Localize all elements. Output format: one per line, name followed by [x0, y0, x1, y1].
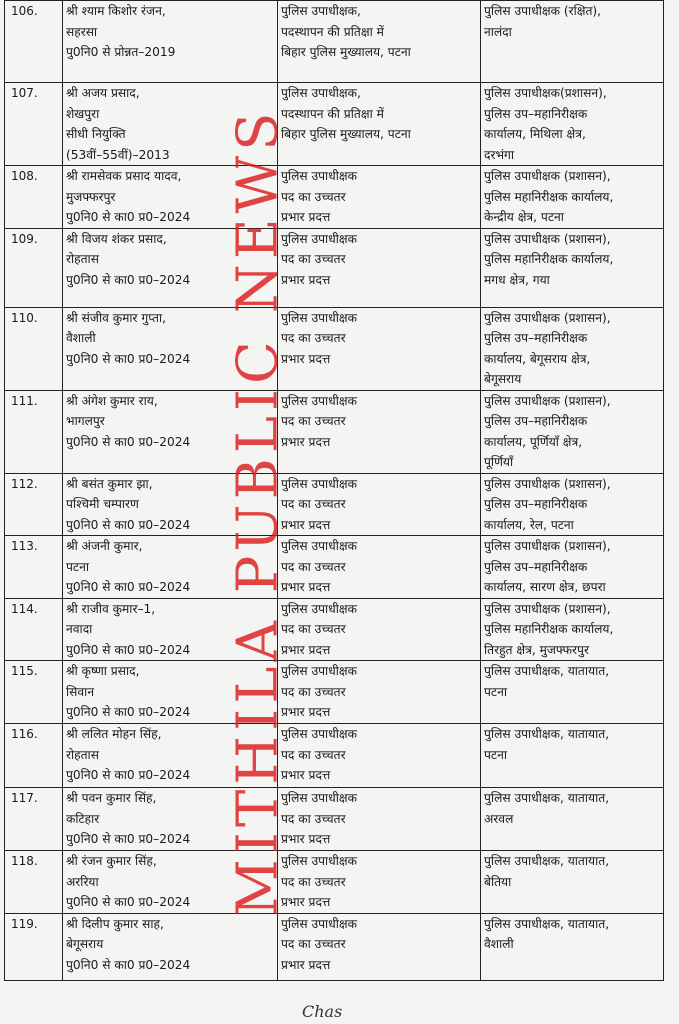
- cell-line: पुलिस उपाधीक्षक,: [281, 86, 361, 100]
- cell-line: प्रभार प्रदत्त: [281, 895, 331, 909]
- cell-line: श्री अजय प्रसाद,: [66, 86, 140, 100]
- cell-line: कार्यालय, पूर्णियाँ क्षेत्र,: [484, 434, 583, 449]
- cell-line: पद का उच्चतर: [281, 559, 346, 574]
- cell-line: सहरसा: [66, 24, 98, 39]
- cell-line: पु0नि0 से का0 प्र0–2024: [66, 517, 191, 532]
- cell-line: बिहार पुलिस मुख्यालय, पटना: [281, 127, 411, 141]
- cell-line: मुजफ्फरपुर: [66, 189, 116, 204]
- officer-name-cell: [63, 598, 278, 661]
- current-post-cell: [278, 661, 481, 724]
- cell-line: कार्यालय, बेगूसराय क्षेत्र,: [484, 351, 591, 366]
- cell-line: पुलिस उपाधीक्षक (रक्षित),: [484, 4, 602, 18]
- cell-line: सिवान: [66, 684, 95, 699]
- serial-number-cell: 114.: [5, 598, 63, 661]
- cell-line: श्री रामसेवक प्रसाद यादव,: [66, 169, 182, 183]
- current-post-cell: [278, 536, 481, 599]
- cell-line: अरवल: [484, 811, 514, 826]
- cell-line: मगध क्षेत्र, गया: [484, 272, 550, 287]
- cell-line: कार्यालय, मिथिला क्षेत्र,: [484, 127, 586, 141]
- cell-line: श्री अंगेश कुमार राय,: [66, 393, 158, 408]
- table-row: [5, 851, 664, 914]
- cell-line: प्रभार प्रदत्त: [281, 517, 331, 532]
- cell-line: पद का उच्चतर: [281, 874, 346, 889]
- cell-line: केन्द्रीय क्षेत्र, पटना: [484, 210, 564, 224]
- table-row: [5, 228, 664, 307]
- cell-line: पुलिस उपाधीक्षक (प्रशासन),: [484, 393, 611, 408]
- new-posting-cell: [481, 83, 664, 166]
- serial-number-cell: 113.: [5, 536, 63, 599]
- new-posting-cell: [481, 536, 664, 599]
- cell-line: बिहार पुलिस मुख्यालय, पटना: [281, 45, 411, 59]
- cell-line: अररिया: [66, 874, 99, 889]
- current-post-cell: [278, 166, 481, 229]
- table-row: [5, 390, 664, 473]
- table-row: [5, 473, 664, 536]
- cell-line: पु0नि0 से का0 प्र0–2024: [66, 351, 191, 366]
- serial-number-cell: 115.: [5, 661, 63, 724]
- serial-number-cell: 112.: [5, 473, 63, 536]
- cell-line: वैशाली: [66, 331, 96, 345]
- cell-line: पुलिस उप–महानिरीक्षक: [484, 106, 588, 121]
- cell-line: पुलिस उपाधीक्षक (प्रशासन),: [484, 476, 611, 491]
- table-row: [5, 307, 664, 390]
- new-posting-cell: [481, 851, 664, 914]
- cell-line: श्री राजीव कुमार–1,: [66, 601, 156, 616]
- cell-line: पु0नि0 से का0 प्र0–2024: [66, 210, 191, 224]
- cell-line: बेगूसराय: [66, 937, 104, 951]
- cell-line: श्री पवन कुमार सिंह,: [66, 791, 157, 805]
- cell-line: प्रभार प्रदत्त: [281, 642, 331, 657]
- current-post-cell: [278, 390, 481, 473]
- cell-line: पु0नि0 से का0 प्र0–2024: [66, 434, 191, 449]
- table-row: [5, 788, 664, 851]
- cell-line: पु0नि0 से का0 प्र0–2024: [66, 272, 191, 287]
- cell-line: पुलिस महानिरीक्षक कार्यालय,: [484, 622, 614, 636]
- serial-number-cell: 106.: [5, 1, 63, 83]
- officer-name-cell: [63, 83, 278, 166]
- cell-line: पद का उच्चतर: [281, 414, 346, 428]
- cell-line: श्री कृष्णा प्रसाद,: [66, 664, 140, 678]
- new-posting-cell: [481, 724, 664, 788]
- cell-line: पुलिस उप–महानिरीक्षक: [484, 331, 588, 345]
- new-posting-cell: [481, 598, 664, 661]
- cell-line: पु0नि0 से का0 प्र0–2024: [66, 832, 191, 846]
- cell-line: पु0नि0 से का0 प्र0–2024: [66, 768, 191, 782]
- cell-line: पुलिस उपाधीक्षक (प्रशासन),: [484, 601, 611, 616]
- cell-line: पुलिस उपाधीक्षक: [281, 310, 357, 325]
- cell-line: रोहतास: [66, 252, 99, 266]
- cell-line: प्रभार प्रदत्त: [281, 832, 331, 846]
- cell-line: पु0नि0 से का0 प्र0–2024: [66, 642, 191, 657]
- cell-line: पुलिस उपाधीक्षक: [281, 854, 357, 868]
- cell-line: प्रभार प्रदत्त: [281, 210, 331, 224]
- cell-line: पुलिस उप–महानिरीक्षक: [484, 414, 588, 428]
- cell-line: पुलिस उपाधीक्षक: [281, 601, 357, 616]
- officer-name-cell: [63, 473, 278, 536]
- cell-line: पुलिस उपाधीक्षक (प्रशासन),: [484, 539, 611, 553]
- cell-line: रोहतास: [66, 747, 99, 762]
- cell-line: पु0नि0 से का0 प्र0–2024: [66, 705, 191, 719]
- cell-line: पुलिस उप–महानिरीक्षक: [484, 497, 588, 511]
- cell-line: कार्यालय, रेल, पटना: [484, 517, 574, 532]
- current-post-cell: [278, 913, 481, 980]
- cell-line: पद का उच्चतर: [281, 497, 346, 511]
- cell-line: पटना: [66, 559, 89, 574]
- officer-name-cell: [63, 307, 278, 390]
- cell-line: पु0नि0 से का0 प्र0–2024: [66, 580, 191, 594]
- cell-line: तिरहुत क्षेत्र, मुजफ्फरपुर: [484, 642, 589, 657]
- cell-line: पद का उच्चतर: [281, 252, 346, 266]
- cell-line: पुलिस महानिरीक्षक कार्यालय,: [484, 189, 614, 204]
- cell-line: श्री बसंत कुमार झा,: [66, 476, 153, 491]
- table-row: [5, 166, 664, 229]
- table-row: [5, 1, 664, 83]
- current-post-cell: [278, 307, 481, 390]
- cell-line: पु0नि0 से का0 प्र0–2024: [66, 957, 191, 972]
- officer-name-cell: [63, 913, 278, 980]
- serial-number-cell: 119.: [5, 913, 63, 980]
- cell-line: कटिहार: [66, 811, 100, 826]
- new-posting-cell: [481, 390, 664, 473]
- cell-line: पटना: [484, 684, 507, 699]
- serial-number-cell: 116.: [5, 724, 63, 788]
- cell-line: प्रभार प्रदत्त: [281, 272, 331, 287]
- cell-line: पुलिस उपाधीक्षक: [281, 916, 357, 931]
- cell-line: दरभंगा: [484, 147, 515, 162]
- new-posting-cell: [481, 473, 664, 536]
- table-row: [5, 83, 664, 166]
- current-post-cell: [278, 83, 481, 166]
- cell-line: प्रभार प्रदत्त: [281, 705, 331, 719]
- cell-line: पुलिस उपाधीक्षक: [281, 539, 357, 553]
- cell-line: कार्यालय, सारण क्षेत्र, छपरा: [484, 580, 606, 594]
- officer-name-cell: [63, 788, 278, 851]
- cell-line: पुलिस उपाधीक्षक, यातायात,: [484, 791, 610, 805]
- cell-line: पुलिस उपाधीक्षक: [281, 791, 357, 805]
- cell-line: श्री ललित मोहन सिंह,: [66, 727, 162, 741]
- cell-line: पद का उच्चतर: [281, 622, 346, 636]
- table-row: [5, 913, 664, 980]
- cell-line: पु0नि0 से का0 प्र0–2024: [66, 895, 191, 909]
- cell-line: श्री अंजनी कुमार,: [66, 539, 143, 553]
- cell-line: भागलपुर: [66, 414, 105, 428]
- cell-line: प्रभार प्रदत्त: [281, 434, 331, 449]
- officer-name-cell: [63, 851, 278, 914]
- officer-name-cell: [63, 228, 278, 307]
- cell-line: पुलिस उपाधीक्षक: [281, 476, 357, 491]
- serial-number-cell: 111.: [5, 390, 63, 473]
- cell-line: प्रभार प्रदत्त: [281, 768, 331, 782]
- cell-line: शेखपुरा: [66, 106, 100, 121]
- serial-number-cell: 108.: [5, 166, 63, 229]
- current-post-cell: [278, 1, 481, 83]
- cell-line: श्री संजीव कुमार गुप्ता,: [66, 310, 167, 325]
- current-post-cell: [278, 598, 481, 661]
- cell-line: पद का उच्चतर: [281, 937, 346, 951]
- cell-line: पदस्थापन की प्रतिक्षा में: [281, 24, 384, 39]
- new-posting-cell: [481, 913, 664, 980]
- cell-line: पटना: [484, 747, 507, 762]
- cell-line: पुलिस उपाधीक्षक: [281, 231, 357, 246]
- cell-line: पुलिस उपाधीक्षक,: [281, 4, 361, 18]
- cell-line: पद का उच्चतर: [281, 331, 346, 345]
- current-post-cell: [278, 473, 481, 536]
- cell-line: प्रभार प्रदत्त: [281, 580, 331, 594]
- cell-line: पदस्थापन की प्रतिक्षा में: [281, 106, 384, 121]
- watermark: MITHILA PUBLIC NEWS: [225, 107, 291, 917]
- cell-line: सीधी नियुक्ति: [66, 127, 126, 141]
- serial-number-cell: 117.: [5, 788, 63, 851]
- cell-line: पद का उच्चतर: [281, 684, 346, 699]
- officer-name-cell: [63, 166, 278, 229]
- table-row: [5, 536, 664, 599]
- cell-line: बेतिया: [484, 874, 512, 889]
- table-row: [5, 661, 664, 724]
- cell-line: पुलिस उपाधीक्षक: [281, 664, 357, 678]
- new-posting-cell: [481, 307, 664, 390]
- current-post-cell: [278, 851, 481, 914]
- officer-name-cell: [63, 661, 278, 724]
- cell-line: श्री रंजन कुमार सिंह,: [66, 854, 157, 868]
- cell-line: पुलिस उपाधीक्षक, यातायात,: [484, 664, 610, 678]
- officer-name-cell: [63, 724, 278, 788]
- cell-line: पु0नि0 से प्रोन्नत–2019: [66, 45, 176, 59]
- cell-line: पुलिस उपाधीक्षक (प्रशासन),: [484, 310, 611, 325]
- cell-line: पुलिस उपाधीक्षक: [281, 727, 357, 741]
- new-posting-cell: [481, 1, 664, 83]
- serial-number-cell: 109.: [5, 228, 63, 307]
- table-row: [5, 724, 664, 788]
- current-post-cell: [278, 228, 481, 307]
- cell-line: पुलिस उपाधीक्षक (प्रशासन),: [484, 231, 611, 246]
- cell-line: पद का उच्चतर: [281, 747, 346, 762]
- cell-line: पुलिस उपाधीक्षक(प्रशासन),: [484, 86, 607, 100]
- cell-line: श्री दिलीप कुमार साह,: [66, 916, 164, 931]
- cell-line: श्री श्याम किशोर रंजन,: [66, 4, 166, 18]
- cell-line: पुलिस उपाधीक्षक: [281, 393, 357, 408]
- cell-line: प्रभार प्रदत्त: [281, 957, 331, 972]
- current-post-cell: [278, 724, 481, 788]
- new-posting-cell: [481, 228, 664, 307]
- cell-line: पुलिस उपाधीक्षक, यातायात,: [484, 854, 610, 868]
- cell-line: श्री विजय शंकर प्रसाद,: [66, 231, 167, 246]
- cell-line: पुलिस उप–महानिरीक्षक: [484, 559, 588, 574]
- serial-number-cell: 110.: [5, 307, 63, 390]
- cell-line: पुलिस महानिरीक्षक कार्यालय,: [484, 252, 614, 266]
- table-row: [5, 598, 664, 661]
- cell-line: बेगूसराय: [484, 372, 522, 386]
- cell-line: पद का उच्चतर: [281, 189, 346, 204]
- cell-line: नवादा: [66, 622, 93, 636]
- cell-line: प्रभार प्रदत्त: [281, 351, 331, 366]
- cell-line: पद का उच्चतर: [281, 811, 346, 826]
- serial-number-cell: 107.: [5, 83, 63, 166]
- serial-number-cell: 118.: [5, 851, 63, 914]
- cell-line: (53वीं–55वीं)–2013: [66, 147, 170, 162]
- table-body: [5, 1, 664, 981]
- cell-line: पूर्णियाँ: [484, 455, 514, 469]
- signature: Chas: [302, 1002, 343, 1021]
- posting-table: [4, 0, 664, 981]
- cell-line: पुलिस उपाधीक्षक: [281, 169, 357, 183]
- cell-line: वैशाली: [484, 937, 514, 951]
- cell-line: पुलिस उपाधीक्षक, यातायात,: [484, 916, 610, 931]
- new-posting-cell: [481, 661, 664, 724]
- cell-line: पुलिस उपाधीक्षक, यातायात,: [484, 727, 610, 741]
- new-posting-cell: [481, 166, 664, 229]
- cell-line: नालंदा: [484, 24, 512, 39]
- officer-name-cell: [63, 536, 278, 599]
- cell-line: पश्चिमी चम्पारण: [66, 497, 139, 511]
- officer-name-cell: [63, 1, 278, 83]
- new-posting-cell: [481, 788, 664, 851]
- current-post-cell: [278, 788, 481, 851]
- officer-name-cell: [63, 390, 278, 473]
- cell-line: पुलिस उपाधीक्षक (प्रशासन),: [484, 169, 611, 183]
